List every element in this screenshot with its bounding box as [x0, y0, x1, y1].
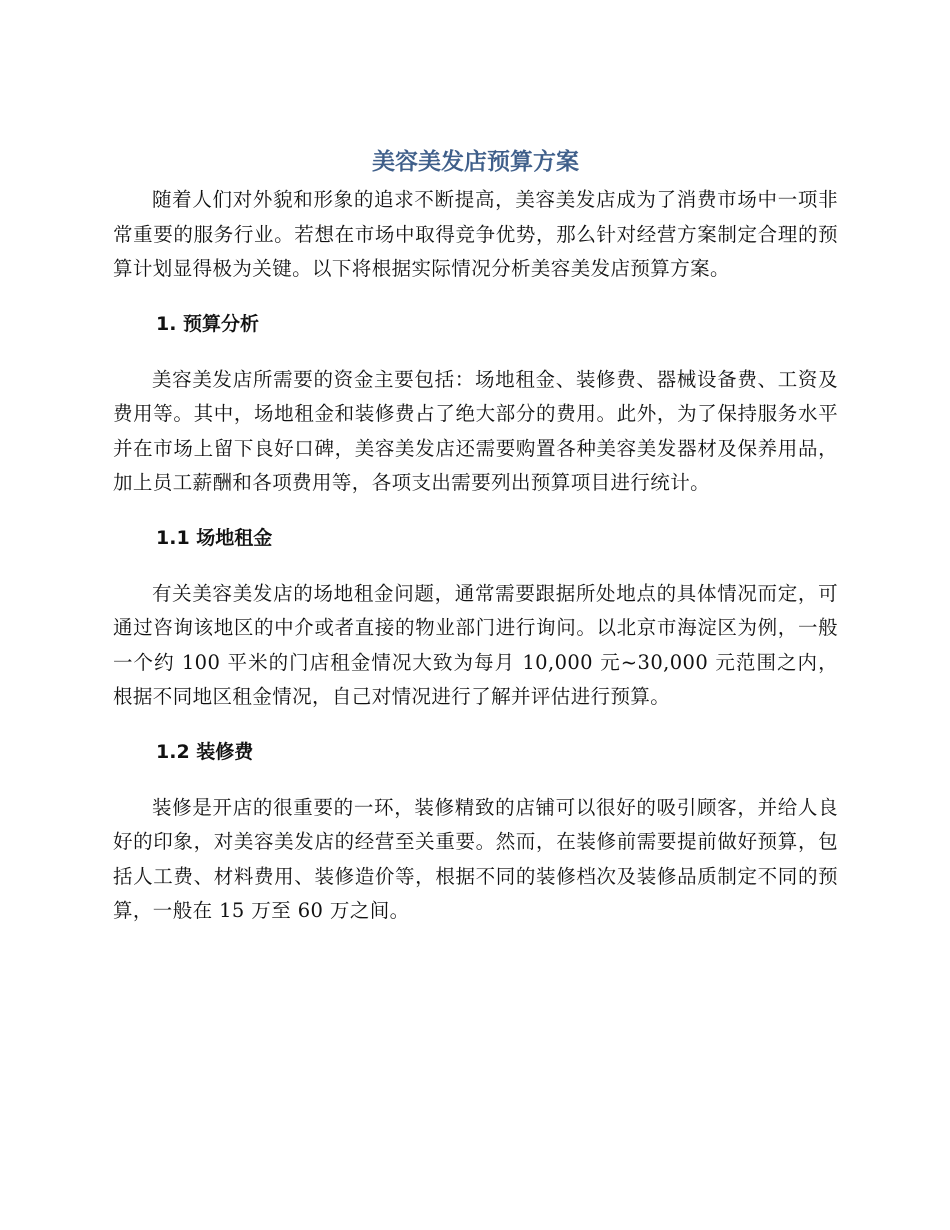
document-title: 美容美发店预算方案 [372, 149, 579, 175]
section-heading-renovation: 1.2 装修费 [156, 740, 254, 763]
intro-paragraph: 随着人们对外貌和形象的追求不断提高，美容美发店成为了消费市场中一项非常重要的服务行业。若想在市场中取得竞争优势，那么针对经营方案制定合理的预算计划显得极为关键。以下将根据实际情况分析美容美发店预算方案。 [113, 188, 838, 280]
section-body-site-rent: 有关美容美发店的场地租金问题，通常需要跟据所处地点的具体情况而定，可通过咨询该地区的中介或者直接的物业部门进行询问。以北京市海淀区为例，一般一个约 100 平米的门店租金情况大致为每月 10,000 元~30,000 元范围之内，根据不同地区租金情况，自己对情况进行了解并评估进行预算。 [113, 581, 838, 708]
section-body-budget-analysis: 美容美发店所需要的资金主要包括：场地租金、装修费、器械设备费、工资及费用等。其中，场地租金和装修费占了绝大部分的费用。此外，为了保持服务水平并在市场上留下良好口碑，美容美发店还需要购置各种美容美发器材及保养用品，加上员工薪酬和各项费用等，各项支出需要列出预算项目进行统计。 [113, 367, 838, 494]
section-heading-site-rent: 1.1 场地租金 [156, 526, 273, 549]
section-body-renovation: 装修是开店的很重要的一环，装修精致的店铺可以很好的吸引顾客，并给人良好的印象，对美容美发店的经营至关重要。然而，在装修前需要提前做好预算，包括人工费、材料费用、装修造价等，根据不同的装修档次及装修品质制定不同的预算，一般在 15 万至 60 万之间。 [113, 795, 838, 922]
section-heading-budget-analysis: 1. 预算分析 [156, 312, 260, 335]
